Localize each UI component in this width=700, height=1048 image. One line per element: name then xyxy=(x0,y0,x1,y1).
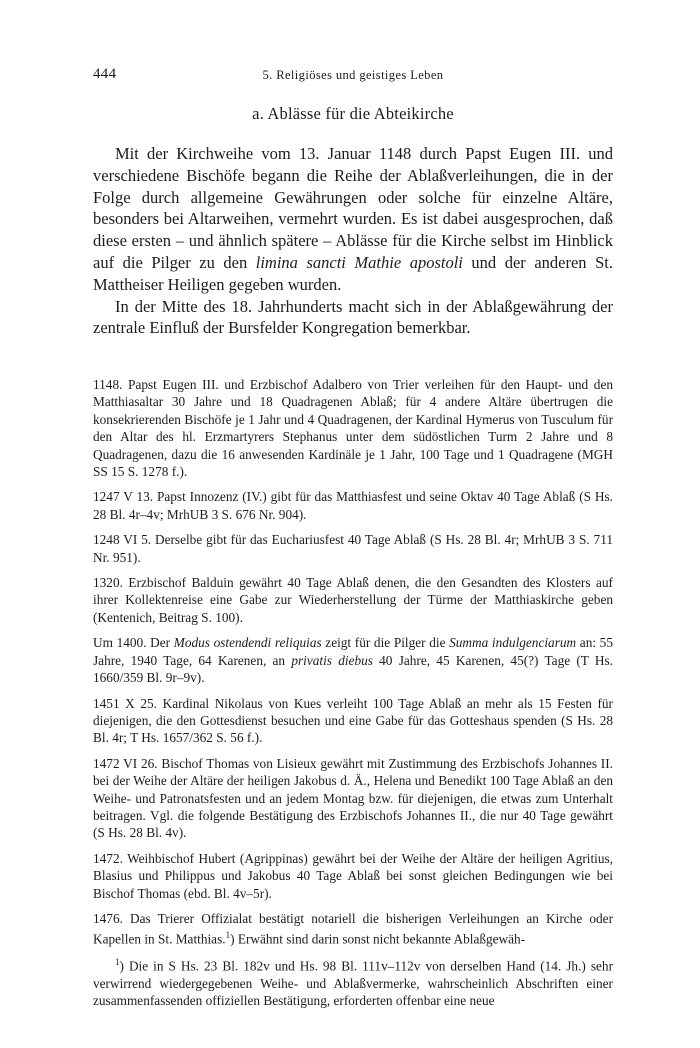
intro-paragraph-2: In der Mitte des 18. Jahrhunderts macht sich in der Ablaßgewährung der zentrale Einfluß der Bursfelder Kongregation bemerkbar. xyxy=(93,296,613,338)
intro-text xyxy=(93,143,613,339)
entry-1248: 1248 VI 5. Derselbe gibt für das Euchariusfest 40 Tage Ablaß (S Hs. 28 Bl. 4r; MrhUB 3 S. 711 Nr. 951). xyxy=(93,532,613,565)
entry-1400-b: zeigt für die Pilger die xyxy=(321,635,450,651)
running-head: 5. Religiöses und geistiges Leben xyxy=(262,68,444,82)
entry-1247: 1247 V 13. Papst Innozenz (IV.) gibt für das Matthiasfest und seine Oktav 40 Tage Ablaß (S Hs. 28 Bl. 4r–4v; MrhUB 3 S. 676 Nr. 904). xyxy=(93,489,613,522)
footnote-reference: 1 xyxy=(225,930,231,941)
entry-1476-b: ) Erwähnt sind darin sonst nicht bekannte Ablaßgewäh- xyxy=(230,931,526,947)
entry-1320: 1320. Erzbischof Balduin gewährt 40 Tage Ablaß denen, die den Gesandten des Klosters auf ihrer Kollektenreise eine Gabe zur Wiederherstellung der Türme der Matthiaskirche geben (Kentenich, Beitrag S. 100). xyxy=(93,575,613,625)
entry-1400-latin-3: privatis diebus xyxy=(291,652,373,668)
footnote-text xyxy=(93,954,613,1010)
entry-1400-d: 40 Jahre, 45 Karenen, 45(?) Tage (T Hs. 1660/359 Bl. 9r–9v). xyxy=(93,652,614,686)
entry-1476 xyxy=(93,910,613,948)
page-header xyxy=(93,66,613,86)
page-number: 444 xyxy=(93,66,117,82)
intro-paragraph-1 xyxy=(93,143,613,296)
intro-p1-start: Mit der Kirchweihe vom 13. Januar 1148 durch Papst Eugen III. und verschiedene Bischöfe begann die Reihe der Ablaßverleihungen, die in der Folge durch allgemeine Gewährungen oder solche für einzelne Altäre, besonders bei Altarweihen, vermehrt wurden. Es ist dabei ausgesprochen, daß diese ersten – und ähnlich spätere – Ablässe für die Kirche selbst im Hinblick auf die Pilger zu den xyxy=(93,144,613,272)
entry-1400-latin-2: Summa indulgenciarum xyxy=(449,635,577,651)
entry-1400-c: an: 55 Jahre, 1940 Tage, 64 Karenen, an xyxy=(93,635,613,668)
entry-1400 xyxy=(93,634,613,686)
footnote-body: ) Die in S Hs. 23 Bl. 182v und Hs. 98 Bl. 111v–112v von derselben Hand (14. Jh.) sehr verwirrend wiedergegebenen Weihe- und Ablaßvermerke, wahrscheinlich Abschriften einer zusammenfassenden offiziellen Bestätigung, erforderten offenbar eine neue xyxy=(93,958,613,1009)
section-title: a. Ablässe für die Abteikirche xyxy=(252,104,454,123)
entry-1451: 1451 X 25. Kardinal Nikolaus von Kues verleiht 100 Tage Ablaß an mehr als 15 Festen für diejenigen, die den Gottesdienst besuchen und eine Gabe für das Gotteshaus spenden (S Hs. 28 Bl. 4r; T Hs. 1657/362 S. 56 f.). xyxy=(93,695,613,746)
entry-1472: 1472. Weihbischof Hubert (Agrippinas) gewährt bei der Weihe der Altäre der heiligen Agritius, Blasius und Philippus und Jakobus 40 Tage Ablaß bei sonst gleichen Bedingungen wie bei Bischof Thomas (ebd. Bl. 4v–5r). xyxy=(93,850,613,901)
footnote-marker: 1 xyxy=(115,957,120,967)
footnote xyxy=(93,954,613,1010)
entry-1148: 1148. Papst Eugen III. und Erzbischof Adalbero von Trier verleihen für den Haupt- und den Matthiasaltar 30 Jahre und 18 Quadragenen Ablaß; für 4 andere Altäre übertrugen die konsekrierenden Bischöfe je 1 Jahr und 4 Quadragenen, der Kardinal Hymerus von Tusculum für den Altar des hl. Erzmartyrers Stephanus unter dem südöstlichen Turm 2 Jahre und 8 Quadragenen, dazu die 16 anwesenden Kardinäle je 1 Jahr, 100 Tage und 1 Quadragene (MGH SS 15 S. 1278 f.). xyxy=(93,377,613,480)
entry-1400-latin-1: Modus ostendendi reliquias xyxy=(173,635,322,651)
intro-p1-end: und der anderen St. Mattheiser Heiligen gegeben wurden. xyxy=(93,252,613,294)
entry-1400-a: Um 1400. Der xyxy=(93,635,174,651)
entry-1472-06: 1472 VI 26. Bischof Thomas von Lisieux gewährt mit Zustimmung des Erzbischofs Johannes II. bei der Weihe der Altäre der heiligen Jakobus d. Ä., Helena und Benedikt 100 Tage Ablaß an den Weihe- und Patronatsfesten und an jedem Montag bzw. für diejenigen, die etwas zum Unterhalt beitragen. Vgl. die folgende Bestätigung des Erzbischofs Johannes II., die nur 40 Tage gewährt (S Hs. 28 Bl. 4v). xyxy=(93,755,613,841)
entry-1476-a: 1476. Das Trierer Offizialat bestätigt notariell die bisherigen Verleihungen an Kirche oder Kapellen in St. Matthias. xyxy=(93,910,613,947)
indulgence-entries xyxy=(93,376,613,956)
intro-p1-latin: limina sancti Mathie apostoli xyxy=(255,252,463,272)
